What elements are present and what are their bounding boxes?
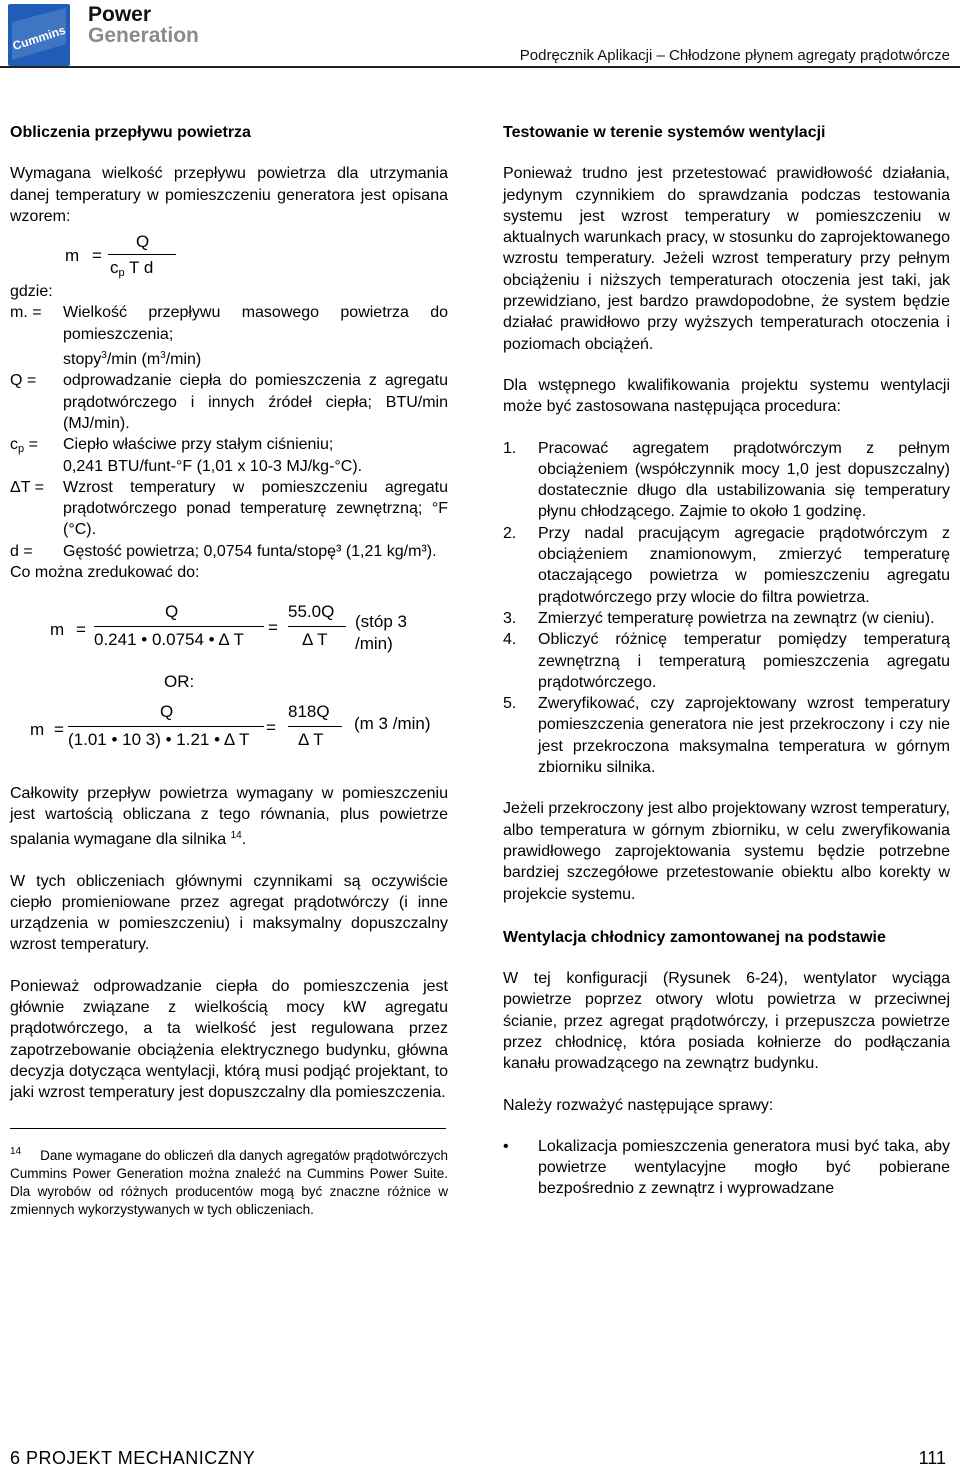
formula-lhs: m (65, 246, 80, 266)
cummins-logo (8, 4, 70, 66)
list-item: 3. Zmierzyć temperaturę powietrza na zewnątrz (w cieniu). (503, 609, 935, 627)
paragraph-considerations: Należy rozważyć następujące sprawy: (503, 1096, 774, 1114)
definition-q: Q = odprowadzanie ciepła do pomieszczenia z agregatu prądotwórczego i innych źródeł ciepła; BTU/min (MJ/min). (10, 372, 448, 432)
list-item: 1. Pracować agregatem prądotwórczym z pełnym obciążeniem (współczynnik mocy 1,0 jest dopuszczalny) dostatecznie długo dla ustabilizowania się temperatury płynu chłodzącego. Zajmie to około 1 godzinę. (503, 439, 950, 521)
equation-imperial: m = Q 0.241 • 0.0754 • Δ T = 55.0Q Δ T (stóp 3 /min) (50, 602, 407, 653)
list-item: 5. Zweryfikować, czy zaprojektowany wzrost temperatury pomieszczenia generatora nie jest przekroczony i czy nie jest przekroczona maksymalna temperatura w górnym zbiorniku silnika. (503, 695, 950, 777)
formula-fraction-bar (108, 254, 176, 255)
formula-numerator: Q (136, 232, 150, 252)
paragraph-main-factors: W tych obliczeniach głównymi czynnikami są oczywiście ciepło promieniowane przez agregat prądotwórczy (i inne urządzenia w pomieszczeniu) i maksymalny dopuszczalny wzrost temperatury. (10, 872, 448, 954)
bullet-item: • Lokalizacja pomieszczenia generatora musi być taka, aby powietrze wentylacyjne mogło być pobierane bezpośrednio z zewnątrz i wyprowadzane (503, 1137, 950, 1198)
page-number: 111 (918, 1448, 946, 1468)
footnote: $^{14}$ Dane wymagane do obliczeń dla danych agregatów prądotwórczych Cummins Power Generation można znaleźć na Cummins Power Suite. Dla wyrobów od różnych producentów mogą być znaczne różnice w zmiennych wykorzystywanych w tych obliczeniach. (10, 1145, 448, 1218)
or-label: OR: (164, 672, 195, 692)
left-column (10, 122, 448, 1220)
paragraph-configuration: W tej konfiguracji (Rysunek 6-24), wentylator wyciąga powietrze poprzez otwory wlotu powietrza w przeciwnej ścianie, przez agregat prądotwórczy, i przepuszcza powietrze przez chłodnicę, która posiada kołnierze do podłączania kanału prowadzącego na zewnątrz budynku. (503, 970, 950, 1073)
header-divider (0, 66, 960, 68)
formula-equals: = (92, 246, 102, 266)
formula-denominator: $c_p$ T d (110, 258, 154, 280)
brand-line-2: Generation (88, 24, 199, 47)
procedure-list (503, 438, 950, 779)
intro-paragraph: Wymagana wielkość przepływu powietrza dla utrzymania danej temperatury w pomieszczeniu generatora jest opisana wzorem: (10, 165, 448, 225)
brand-line-1: Power (88, 3, 152, 26)
definition-d: d = Gęstość powietrza; 0,0754 funta/stopę³ (1,21 kg/m³). (10, 542, 437, 560)
page-header-title: Podręcznik Aplikacji – Chłodzone płynem agregaty prądotwórcze (519, 47, 950, 64)
formula-mass-flow (10, 231, 448, 279)
definition-m-unit: stopy$^3$/min $(m^3/\min)$ (63, 350, 202, 369)
paragraph-heat-rejection: Ponieważ odprowadzanie ciepła do pomieszczenia jest głównie związane z wielkością mocy kW agregatu prądotwórczego, a ta wielkość jest regulowana przez zapotrzebowanie obciążenia elektrycznego budynku, główna decyzja dotycząca wentylacji, którą musi podjąć projektant, to jaki wzrost temperatury jest dopuszczalny dla pomieszczenia. (10, 977, 448, 1102)
list-item: 4. Obliczyć różnicę temperatur pomiędzy temperaturą zewnętrzną i temperaturą pomieszczenia agregatu prądotwórczego. (503, 631, 950, 691)
definition-cp: $c_p$ = Ciepło właściwe przy stałym ciśnieniu; 0,241 BTU/funt-°F (1,01 x 10-3 MJ/kg-°C). (10, 436, 363, 475)
right-column (503, 122, 950, 1200)
paragraph-total-airflow: Całkowity przepływ powietrza wymagany w pomieszczeniu jest wartością obliczana z tego równania, plus powietrze spalania wymagane dla silnika $^{14}$. (10, 784, 448, 849)
where-label: gdzie: (10, 283, 53, 301)
footer-section-title: 6 PROJEKT MECHANICZNY (10, 1448, 256, 1468)
paragraph-procedure-intro: Dla wstępnego kwalifikowania projektu systemu wentylacji może być zastosowana następująca procedura: (503, 376, 950, 416)
definition-delta-t: ΔT = Wzrost temperatury w pomieszczeniu agregatu prądotwórczego ponad temperaturę zewnętrzną; °F (°C). (10, 478, 448, 539)
section-heading-field-testing: Testowanie w terenie systemów wentylacji (503, 124, 826, 141)
reduce-label: Co można zredukować do: (10, 564, 200, 582)
brand-name (88, 4, 199, 46)
logo-text: Cummins (10, 22, 68, 54)
section-heading-radiator: Wentylacja chłodnicy zamontowanej na podstawie (503, 928, 886, 946)
definition-m: m. = Wielkość przepływu masowego powietrza do pomieszczenia; (10, 304, 448, 343)
list-item: 2. Przy nadal pracującym agregacie prądotwórczym z obciążeniem znamionowym, zmierzyć temperaturę otaczającego powietrza w pomieszczeniu agregatu prądotwórczego przy wlocie do filtra powietrza. (503, 524, 950, 606)
paragraph-testing: Ponieważ trudno jest przetestować prawidłowość działania, jedynym czynnikiem do sprawdzania podczas testowania systemu jest wzrost temperatury w pomieszczeniu w aktualnych warunkach pracy, w stosunku do zaprojektowanego wzrostu temperatury. Jeżeli wzrost temperatury przy pełnym obciążeniu i niższych temperaturach otoczenia jest taki, jak przewidziano, jest bardzo prawdopodobne, że system będzie działać prawidłowo przy wyższych temperaturach otoczenia i poziomach obciążeń. (503, 165, 950, 353)
footnote-divider (10, 1128, 446, 1129)
section-heading-airflow: Obliczenia przepływu powietrza (10, 124, 251, 141)
equation-metric: m = Q (1.01 • 10 3) • 1.21 • Δ T = 818Q Δ T (m 3 /min) (30, 701, 431, 749)
paragraph-exceeded: Jeżeli przekroczony jest albo projektowany wzrost temperatury, albo temperatura w górnym zbiorniku, w celu zweryfikowania prawidłowego zaprojektowania systemu będzie potrzebne bardziej szczegółowe przetestowanie obiektu albo korekty w projekcie systemu. (503, 800, 950, 903)
